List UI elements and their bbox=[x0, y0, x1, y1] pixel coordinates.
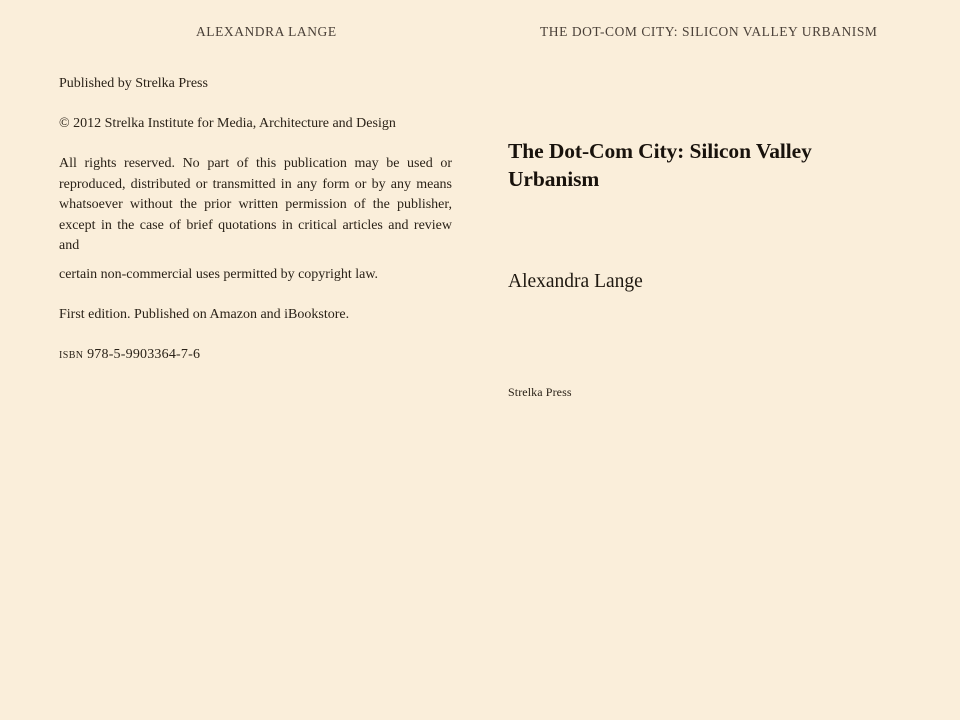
rights-paragraph-tail: certain non-commercial uses permitted by copyright law. bbox=[59, 266, 379, 282]
title-page bbox=[508, 74, 901, 400]
rights-paragraph: All rights reserved. No part of this publication may be used or reproduced, distributed or transmitted in any form or by any means whatsoever without the prior written permission of the publisher, except in the case of brief quotations in critical articles and review and bbox=[59, 156, 452, 253]
isbn-number: 978-5-9903364-7-6 bbox=[87, 346, 201, 362]
copyright-line: © 2012 Strelka Institute for Media, Architecture and Design bbox=[59, 116, 396, 131]
isbn-line bbox=[59, 345, 452, 364]
book-publisher: Strelka Press bbox=[508, 385, 572, 399]
running-header-verso: ALEXANDRA LANGE bbox=[196, 24, 337, 39]
copyright-page bbox=[59, 74, 452, 364]
running-header-recto: THE DOT-COM CITY: SILICON VALLEY URBANISM bbox=[540, 24, 878, 39]
book-author: Alexandra Lange bbox=[508, 271, 643, 292]
book-title: The Dot-Com City: Silicon Valley Urbanism bbox=[508, 139, 812, 191]
edition-line: First edition. Published on Amazon and iBookstore. bbox=[59, 306, 350, 322]
isbn-label: isbn bbox=[59, 346, 84, 362]
publisher-line: Published by Strelka Press bbox=[59, 76, 208, 91]
